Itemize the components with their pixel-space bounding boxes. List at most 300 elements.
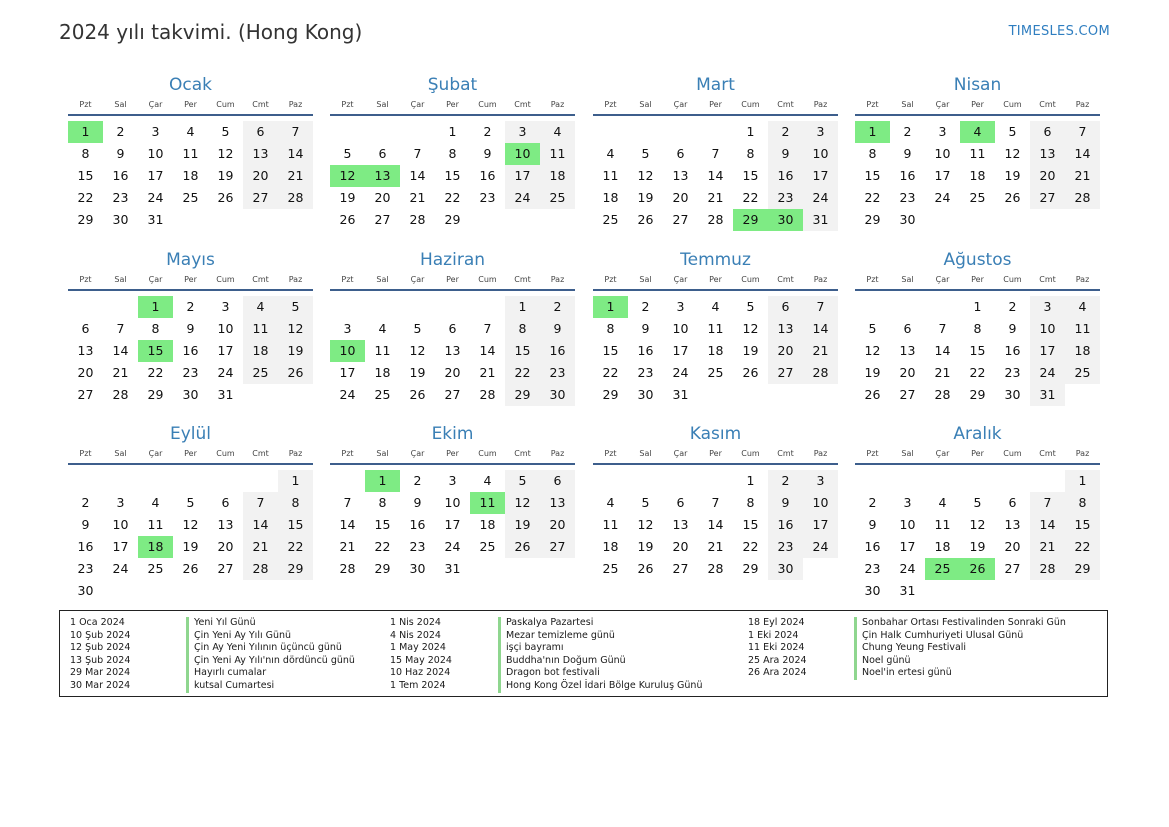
day-cell[interactable]: 17 bbox=[803, 165, 838, 187]
day-cell[interactable]: 30 bbox=[112, 212, 129, 227]
day-cell[interactable]: 22 bbox=[147, 365, 164, 380]
day-cell[interactable]: 14 bbox=[707, 168, 724, 183]
day-cell[interactable]: 23 bbox=[409, 539, 426, 554]
day-cell[interactable]: 28 bbox=[934, 387, 951, 402]
day-cell[interactable]: 23 bbox=[112, 190, 129, 205]
day-cell[interactable]: 6 bbox=[903, 321, 912, 336]
day-cell[interactable]: 23 bbox=[77, 561, 94, 576]
day-cell[interactable]: 24 bbox=[803, 536, 838, 558]
day-cell[interactable]: 3 bbox=[803, 470, 838, 492]
day-cell[interactable]: 30 bbox=[409, 561, 426, 576]
day-cell[interactable]: 17 bbox=[339, 365, 356, 380]
day-cell[interactable]: 2 bbox=[186, 299, 195, 314]
day-cell[interactable]: 31 bbox=[147, 212, 164, 227]
day-cell[interactable]: 26 bbox=[505, 536, 540, 558]
day-cell[interactable]: 11 bbox=[969, 146, 986, 161]
day-cell[interactable]: 25 bbox=[1065, 362, 1100, 384]
day-cell[interactable]: 1 bbox=[365, 470, 400, 492]
day-cell[interactable]: 2 bbox=[868, 495, 877, 510]
day-cell[interactable]: 1 bbox=[448, 124, 457, 139]
day-cell[interactable]: 10 bbox=[934, 146, 951, 161]
day-cell[interactable]: 14 bbox=[934, 343, 951, 358]
day-cell[interactable]: 23 bbox=[479, 190, 496, 205]
day-cell[interactable]: 10 bbox=[147, 146, 164, 161]
day-cell[interactable]: 9 bbox=[868, 517, 877, 532]
day-cell[interactable]: 6 bbox=[448, 321, 457, 336]
day-cell[interactable]: 19 bbox=[409, 365, 426, 380]
day-cell[interactable]: 19 bbox=[864, 365, 881, 380]
day-cell[interactable]: 17 bbox=[444, 517, 461, 532]
day-cell[interactable]: 4 bbox=[483, 473, 492, 488]
day-cell[interactable]: 13 bbox=[899, 343, 916, 358]
day-cell[interactable]: 28 bbox=[707, 561, 724, 576]
day-cell[interactable]: 7 bbox=[343, 495, 352, 510]
day-cell[interactable]: 11 bbox=[1065, 318, 1100, 340]
day-cell[interactable]: 10 bbox=[803, 492, 838, 514]
day-cell[interactable]: 21 bbox=[339, 539, 356, 554]
day-cell[interactable]: 16 bbox=[112, 168, 129, 183]
day-cell[interactable]: 3 bbox=[505, 121, 540, 143]
day-cell[interactable]: 28 bbox=[707, 212, 724, 227]
day-cell[interactable]: 24 bbox=[803, 187, 838, 209]
day-cell[interactable]: 23 bbox=[182, 365, 199, 380]
day-cell[interactable]: 26 bbox=[409, 387, 426, 402]
day-cell[interactable]: 20 bbox=[444, 365, 461, 380]
day-cell[interactable]: 21 bbox=[1065, 165, 1100, 187]
day-cell[interactable]: 27 bbox=[768, 362, 803, 384]
day-cell[interactable]: 23 bbox=[768, 187, 803, 209]
day-cell[interactable]: 21 bbox=[707, 539, 724, 554]
day-cell[interactable]: 6 bbox=[1008, 495, 1017, 510]
day-cell[interactable]: 12 bbox=[637, 517, 654, 532]
day-cell[interactable]: 21 bbox=[707, 190, 724, 205]
day-cell[interactable]: 26 bbox=[637, 561, 654, 576]
day-cell[interactable]: 8 bbox=[606, 321, 615, 336]
day-cell[interactable]: 1 bbox=[68, 121, 103, 143]
day-cell[interactable]: 10 bbox=[899, 517, 916, 532]
day-cell[interactable]: 6 bbox=[221, 495, 230, 510]
day-cell[interactable]: 7 bbox=[483, 321, 492, 336]
day-cell[interactable]: 16 bbox=[77, 539, 94, 554]
day-cell[interactable]: 30 bbox=[182, 387, 199, 402]
day-cell[interactable]: 31 bbox=[217, 387, 234, 402]
day-cell[interactable]: 21 bbox=[278, 165, 313, 187]
day-cell[interactable]: 29 bbox=[602, 387, 619, 402]
day-cell[interactable]: 13 bbox=[217, 517, 234, 532]
day-cell[interactable]: 11 bbox=[934, 517, 951, 532]
day-cell[interactable]: 21 bbox=[479, 365, 496, 380]
day-cell[interactable]: 8 bbox=[868, 146, 877, 161]
day-cell[interactable]: 15 bbox=[138, 340, 173, 362]
day-cell[interactable]: 17 bbox=[147, 168, 164, 183]
day-cell[interactable]: 12 bbox=[278, 318, 313, 340]
day-cell[interactable]: 24 bbox=[1030, 362, 1065, 384]
day-cell[interactable]: 25 bbox=[182, 190, 199, 205]
day-cell[interactable]: 7 bbox=[938, 321, 947, 336]
day-cell[interactable]: 27 bbox=[217, 561, 234, 576]
day-cell[interactable]: 6 bbox=[378, 146, 387, 161]
day-cell[interactable]: 7 bbox=[711, 495, 720, 510]
day-cell[interactable]: 11 bbox=[540, 143, 575, 165]
day-cell[interactable]: 12 bbox=[217, 146, 234, 161]
day-cell[interactable]: 20 bbox=[374, 190, 391, 205]
day-cell[interactable]: 9 bbox=[540, 318, 575, 340]
day-cell[interactable]: 7 bbox=[1065, 121, 1100, 143]
day-cell[interactable]: 5 bbox=[868, 321, 877, 336]
day-cell[interactable]: 15 bbox=[864, 168, 881, 183]
day-cell[interactable]: 6 bbox=[676, 146, 685, 161]
day-cell[interactable]: 31 bbox=[444, 561, 461, 576]
day-cell[interactable]: 19 bbox=[969, 539, 986, 554]
day-cell[interactable]: 10 bbox=[1030, 318, 1065, 340]
day-cell[interactable]: 8 bbox=[378, 495, 387, 510]
day-cell[interactable]: 24 bbox=[505, 187, 540, 209]
day-cell[interactable]: 11 bbox=[602, 517, 619, 532]
day-cell[interactable]: 27 bbox=[243, 187, 278, 209]
day-cell[interactable]: 26 bbox=[182, 561, 199, 576]
day-cell[interactable]: 19 bbox=[182, 539, 199, 554]
day-cell[interactable]: 8 bbox=[448, 146, 457, 161]
day-cell[interactable]: 28 bbox=[339, 561, 356, 576]
day-cell[interactable]: 9 bbox=[641, 321, 650, 336]
day-cell[interactable]: 11 bbox=[707, 321, 724, 336]
day-cell[interactable]: 30 bbox=[768, 209, 803, 231]
day-cell[interactable]: 14 bbox=[803, 318, 838, 340]
day-cell[interactable]: 4 bbox=[606, 146, 615, 161]
day-cell[interactable]: 18 bbox=[969, 168, 986, 183]
day-cell[interactable]: 13 bbox=[444, 343, 461, 358]
day-cell[interactable]: 15 bbox=[77, 168, 94, 183]
day-cell[interactable]: 22 bbox=[864, 190, 881, 205]
day-cell[interactable]: 23 bbox=[768, 536, 803, 558]
day-cell[interactable]: 20 bbox=[672, 190, 689, 205]
day-cell[interactable]: 2 bbox=[81, 495, 90, 510]
day-cell[interactable]: 4 bbox=[186, 124, 195, 139]
day-cell[interactable]: 14 bbox=[339, 517, 356, 532]
day-cell[interactable]: 13 bbox=[540, 492, 575, 514]
day-cell[interactable]: 8 bbox=[1065, 492, 1100, 514]
day-cell[interactable]: 26 bbox=[864, 387, 881, 402]
day-cell[interactable]: 13 bbox=[365, 165, 400, 187]
day-cell[interactable]: 14 bbox=[1030, 514, 1065, 536]
day-cell[interactable]: 21 bbox=[934, 365, 951, 380]
day-cell[interactable]: 13 bbox=[77, 343, 94, 358]
day-cell[interactable]: 1 bbox=[1065, 470, 1100, 492]
day-cell[interactable]: 21 bbox=[803, 340, 838, 362]
day-cell[interactable]: 23 bbox=[864, 561, 881, 576]
day-cell[interactable]: 26 bbox=[217, 190, 234, 205]
day-cell[interactable]: 3 bbox=[151, 124, 160, 139]
day-cell[interactable]: 14 bbox=[707, 517, 724, 532]
day-cell[interactable]: 16 bbox=[768, 514, 803, 536]
day-cell[interactable]: 28 bbox=[1065, 187, 1100, 209]
day-cell[interactable]: 19 bbox=[1004, 168, 1021, 183]
day-cell[interactable]: 8 bbox=[81, 146, 90, 161]
day-cell[interactable]: 7 bbox=[278, 121, 313, 143]
day-cell[interactable]: 5 bbox=[221, 124, 230, 139]
day-cell[interactable]: 6 bbox=[81, 321, 90, 336]
day-cell[interactable]: 26 bbox=[960, 558, 995, 580]
day-cell[interactable]: 5 bbox=[186, 495, 195, 510]
day-cell[interactable]: 12 bbox=[505, 492, 540, 514]
day-cell[interactable]: 8 bbox=[746, 146, 755, 161]
day-cell[interactable]: 26 bbox=[742, 365, 759, 380]
day-cell[interactable]: 25 bbox=[147, 561, 164, 576]
day-cell[interactable]: 29 bbox=[374, 561, 391, 576]
day-cell[interactable]: 16 bbox=[899, 168, 916, 183]
day-cell[interactable]: 2 bbox=[540, 296, 575, 318]
day-cell[interactable]: 27 bbox=[1004, 561, 1021, 576]
day-cell[interactable]: 31 bbox=[1030, 384, 1065, 406]
day-cell[interactable]: 19 bbox=[505, 514, 540, 536]
day-cell[interactable]: 5 bbox=[1008, 124, 1017, 139]
day-cell[interactable]: 20 bbox=[243, 165, 278, 187]
day-cell[interactable]: 1 bbox=[278, 470, 313, 492]
day-cell[interactable]: 5 bbox=[641, 495, 650, 510]
day-cell[interactable]: 9 bbox=[186, 321, 195, 336]
day-cell[interactable]: 10 bbox=[217, 321, 234, 336]
day-cell[interactable]: 25 bbox=[374, 387, 391, 402]
day-cell[interactable]: 23 bbox=[899, 190, 916, 205]
day-cell[interactable]: 30 bbox=[899, 212, 916, 227]
day-cell[interactable]: 4 bbox=[243, 296, 278, 318]
day-cell[interactable]: 14 bbox=[479, 343, 496, 358]
day-cell[interactable]: 20 bbox=[768, 340, 803, 362]
day-cell[interactable]: 7 bbox=[413, 146, 422, 161]
day-cell[interactable]: 9 bbox=[413, 495, 422, 510]
day-cell[interactable]: 12 bbox=[864, 343, 881, 358]
day-cell[interactable]: 29 bbox=[733, 209, 768, 231]
day-cell[interactable]: 18 bbox=[374, 365, 391, 380]
day-cell[interactable]: 26 bbox=[339, 212, 356, 227]
day-cell[interactable]: 18 bbox=[934, 539, 951, 554]
day-cell[interactable]: 16 bbox=[540, 340, 575, 362]
day-cell[interactable]: 14 bbox=[278, 143, 313, 165]
day-cell[interactable]: 8 bbox=[746, 495, 755, 510]
day-cell[interactable]: 30 bbox=[864, 583, 881, 598]
day-cell[interactable]: 14 bbox=[112, 343, 129, 358]
day-cell[interactable]: 25 bbox=[707, 365, 724, 380]
day-cell[interactable]: 21 bbox=[1030, 536, 1065, 558]
day-cell[interactable]: 29 bbox=[444, 212, 461, 227]
day-cell[interactable]: 8 bbox=[151, 321, 160, 336]
day-cell[interactable]: 3 bbox=[448, 473, 457, 488]
day-cell[interactable]: 25 bbox=[243, 362, 278, 384]
day-cell[interactable]: 28 bbox=[409, 212, 426, 227]
day-cell[interactable]: 5 bbox=[278, 296, 313, 318]
day-cell[interactable]: 23 bbox=[1004, 365, 1021, 380]
day-cell[interactable]: 24 bbox=[339, 387, 356, 402]
day-cell[interactable]: 9 bbox=[903, 146, 912, 161]
day-cell[interactable]: 2 bbox=[641, 299, 650, 314]
day-cell[interactable]: 4 bbox=[606, 495, 615, 510]
day-cell[interactable]: 19 bbox=[339, 190, 356, 205]
day-cell[interactable]: 21 bbox=[243, 536, 278, 558]
day-cell[interactable]: 6 bbox=[768, 296, 803, 318]
day-cell[interactable]: 12 bbox=[330, 165, 365, 187]
day-cell[interactable]: 20 bbox=[672, 539, 689, 554]
day-cell[interactable]: 21 bbox=[112, 365, 129, 380]
day-cell[interactable]: 18 bbox=[1065, 340, 1100, 362]
day-cell[interactable]: 4 bbox=[1065, 296, 1100, 318]
day-cell[interactable]: 15 bbox=[278, 514, 313, 536]
day-cell[interactable]: 7 bbox=[116, 321, 125, 336]
day-cell[interactable]: 13 bbox=[672, 168, 689, 183]
day-cell[interactable]: 22 bbox=[444, 190, 461, 205]
day-cell[interactable]: 1 bbox=[746, 124, 755, 139]
day-cell[interactable]: 6 bbox=[540, 470, 575, 492]
day-cell[interactable]: 16 bbox=[1004, 343, 1021, 358]
day-cell[interactable]: 9 bbox=[768, 143, 803, 165]
day-cell[interactable]: 18 bbox=[707, 343, 724, 358]
day-cell[interactable]: 11 bbox=[182, 146, 199, 161]
day-cell[interactable]: 25 bbox=[602, 212, 619, 227]
day-cell[interactable]: 1 bbox=[746, 473, 755, 488]
day-cell[interactable]: 18 bbox=[479, 517, 496, 532]
day-cell[interactable]: 19 bbox=[637, 539, 654, 554]
day-cell[interactable]: 24 bbox=[672, 365, 689, 380]
day-cell[interactable]: 11 bbox=[470, 492, 505, 514]
day-cell[interactable]: 1 bbox=[138, 296, 173, 318]
day-cell[interactable]: 12 bbox=[1004, 146, 1021, 161]
day-cell[interactable]: 8 bbox=[973, 321, 982, 336]
day-cell[interactable]: 16 bbox=[479, 168, 496, 183]
day-cell[interactable]: 27 bbox=[540, 536, 575, 558]
day-cell[interactable]: 30 bbox=[77, 583, 94, 598]
day-cell[interactable]: 27 bbox=[1030, 187, 1065, 209]
day-cell[interactable]: 2 bbox=[768, 121, 803, 143]
day-cell[interactable]: 24 bbox=[112, 561, 129, 576]
day-cell[interactable]: 22 bbox=[505, 362, 540, 384]
day-cell[interactable]: 9 bbox=[1008, 321, 1017, 336]
day-cell[interactable]: 15 bbox=[1065, 514, 1100, 536]
day-cell[interactable]: 1 bbox=[855, 121, 890, 143]
day-cell[interactable]: 6 bbox=[1030, 121, 1065, 143]
day-cell[interactable]: 23 bbox=[637, 365, 654, 380]
day-cell[interactable]: 19 bbox=[217, 168, 234, 183]
day-cell[interactable]: 1 bbox=[505, 296, 540, 318]
day-cell[interactable]: 29 bbox=[1065, 558, 1100, 580]
day-cell[interactable]: 4 bbox=[711, 299, 720, 314]
day-cell[interactable]: 22 bbox=[374, 539, 391, 554]
day-cell[interactable]: 30 bbox=[1004, 387, 1021, 402]
day-cell[interactable]: 16 bbox=[637, 343, 654, 358]
day-cell[interactable]: 8 bbox=[278, 492, 313, 514]
day-cell[interactable]: 25 bbox=[540, 187, 575, 209]
day-cell[interactable]: 18 bbox=[138, 536, 173, 558]
day-cell[interactable]: 13 bbox=[1004, 517, 1021, 532]
day-cell[interactable]: 4 bbox=[378, 321, 387, 336]
day-cell[interactable]: 27 bbox=[672, 212, 689, 227]
day-cell[interactable]: 26 bbox=[278, 362, 313, 384]
day-cell[interactable]: 28 bbox=[112, 387, 129, 402]
day-cell[interactable]: 17 bbox=[112, 539, 129, 554]
day-cell[interactable]: 18 bbox=[540, 165, 575, 187]
day-cell[interactable]: 3 bbox=[938, 124, 947, 139]
day-cell[interactable]: 22 bbox=[77, 190, 94, 205]
day-cell[interactable]: 29 bbox=[505, 384, 540, 406]
day-cell[interactable]: 24 bbox=[899, 561, 916, 576]
day-cell[interactable]: 28 bbox=[243, 558, 278, 580]
day-cell[interactable]: 15 bbox=[602, 343, 619, 358]
day-cell[interactable]: 7 bbox=[711, 146, 720, 161]
day-cell[interactable]: 3 bbox=[1030, 296, 1065, 318]
day-cell[interactable]: 2 bbox=[483, 124, 492, 139]
day-cell[interactable]: 15 bbox=[742, 517, 759, 532]
day-cell[interactable]: 4 bbox=[938, 495, 947, 510]
day-cell[interactable]: 5 bbox=[641, 146, 650, 161]
day-cell[interactable]: 11 bbox=[147, 517, 164, 532]
day-cell[interactable]: 4 bbox=[960, 121, 995, 143]
day-cell[interactable]: 5 bbox=[343, 146, 352, 161]
day-cell[interactable]: 22 bbox=[742, 539, 759, 554]
day-cell[interactable]: 27 bbox=[374, 212, 391, 227]
day-cell[interactable]: 28 bbox=[803, 362, 838, 384]
day-cell[interactable]: 28 bbox=[1030, 558, 1065, 580]
day-cell[interactable]: 14 bbox=[409, 168, 426, 183]
day-cell[interactable]: 10 bbox=[330, 340, 365, 362]
day-cell[interactable]: 25 bbox=[602, 561, 619, 576]
day-cell[interactable]: 5 bbox=[973, 495, 982, 510]
day-cell[interactable]: 6 bbox=[243, 121, 278, 143]
day-cell[interactable]: 20 bbox=[77, 365, 94, 380]
day-cell[interactable]: 22 bbox=[602, 365, 619, 380]
day-cell[interactable]: 29 bbox=[77, 212, 94, 227]
brand-link[interactable]: TIMESLES.COM bbox=[1008, 24, 1110, 39]
day-cell[interactable]: 24 bbox=[217, 365, 234, 380]
day-cell[interactable]: 2 bbox=[413, 473, 422, 488]
day-cell[interactable]: 18 bbox=[182, 168, 199, 183]
day-cell[interactable]: 22 bbox=[1065, 536, 1100, 558]
day-cell[interactable]: 29 bbox=[742, 561, 759, 576]
day-cell[interactable]: 20 bbox=[217, 539, 234, 554]
day-cell[interactable]: 18 bbox=[602, 190, 619, 205]
day-cell[interactable]: 16 bbox=[182, 343, 199, 358]
day-cell[interactable]: 24 bbox=[444, 539, 461, 554]
day-cell[interactable]: 17 bbox=[934, 168, 951, 183]
day-cell[interactable]: 6 bbox=[676, 495, 685, 510]
day-cell[interactable]: 29 bbox=[969, 387, 986, 402]
day-cell[interactable]: 26 bbox=[1004, 190, 1021, 205]
day-cell[interactable]: 2 bbox=[903, 124, 912, 139]
day-cell[interactable]: 21 bbox=[409, 190, 426, 205]
day-cell[interactable]: 11 bbox=[602, 168, 619, 183]
day-cell[interactable]: 11 bbox=[374, 343, 391, 358]
day-cell[interactable]: 3 bbox=[676, 299, 685, 314]
day-cell[interactable]: 8 bbox=[505, 318, 540, 340]
day-cell[interactable]: 15 bbox=[505, 340, 540, 362]
day-cell[interactable]: 27 bbox=[77, 387, 94, 402]
day-cell[interactable]: 22 bbox=[742, 190, 759, 205]
day-cell[interactable]: 5 bbox=[746, 299, 755, 314]
day-cell[interactable]: 17 bbox=[505, 165, 540, 187]
day-cell[interactable]: 4 bbox=[151, 495, 160, 510]
day-cell[interactable]: 13 bbox=[1030, 143, 1065, 165]
day-cell[interactable]: 18 bbox=[602, 539, 619, 554]
day-cell[interactable]: 24 bbox=[934, 190, 951, 205]
day-cell[interactable]: 29 bbox=[278, 558, 313, 580]
day-cell[interactable]: 29 bbox=[147, 387, 164, 402]
day-cell[interactable]: 1 bbox=[973, 299, 982, 314]
day-cell[interactable]: 30 bbox=[768, 558, 803, 580]
day-cell[interactable]: 2 bbox=[1008, 299, 1017, 314]
day-cell[interactable]: 5 bbox=[505, 470, 540, 492]
day-cell[interactable]: 17 bbox=[1030, 340, 1065, 362]
day-cell[interactable]: 19 bbox=[742, 343, 759, 358]
day-cell[interactable]: 12 bbox=[742, 321, 759, 336]
day-cell[interactable]: 25 bbox=[925, 558, 960, 580]
day-cell[interactable]: 22 bbox=[278, 536, 313, 558]
